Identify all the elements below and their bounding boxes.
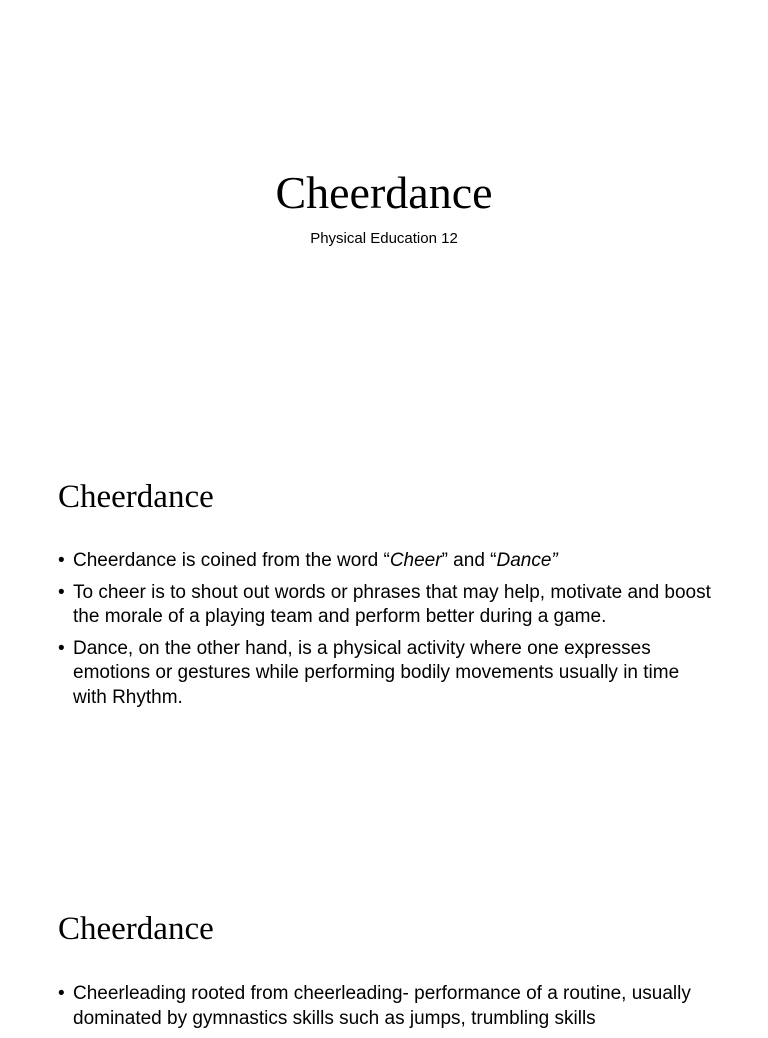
slide-heading: Cheerdance bbox=[58, 479, 214, 515]
bullet-text: Dance, on the other hand, is a physical activity where one expresses emotions or gestures while performing bodily movements usually in time with Rhythm. bbox=[73, 637, 680, 708]
definition-slide bbox=[0, 432, 768, 864]
bullet-item bbox=[58, 581, 718, 630]
bullet-icon: • bbox=[58, 637, 65, 659]
bullet-icon: • bbox=[58, 581, 65, 603]
bullet-item bbox=[58, 549, 718, 574]
slide-heading: Cheerdance bbox=[58, 911, 214, 947]
cheerleading-slide bbox=[0, 864, 768, 1029]
bullet-icon: • bbox=[58, 550, 65, 571]
emphasis-cheer: Cheer bbox=[389, 550, 442, 571]
bullet-text-part: ” and “ bbox=[441, 550, 497, 571]
bullet-text: Cheerleading rooted from cheerleading- performance of a routine, usually dominated by gymnastics skills such as jumps, trumbling skills bbox=[73, 983, 691, 1029]
presentation-subtitle: Physical Education 12 bbox=[310, 230, 458, 247]
bullet-text-part: Cheerdance is coined from the word “ bbox=[73, 550, 390, 571]
emphasis-dance: Dance” bbox=[496, 550, 558, 571]
bullet-list bbox=[58, 549, 718, 717]
bullet-item bbox=[58, 637, 718, 711]
bullet-list bbox=[58, 982, 718, 1038]
bullet-text: To cheer is to shout out words or phrases that may help, motivate and boost the morale of a playing team and perform better during a game. bbox=[73, 581, 711, 627]
bullet-icon: • bbox=[58, 983, 65, 1004]
title-slide bbox=[0, 0, 768, 432]
presentation-title: Cheerdance bbox=[275, 167, 493, 218]
